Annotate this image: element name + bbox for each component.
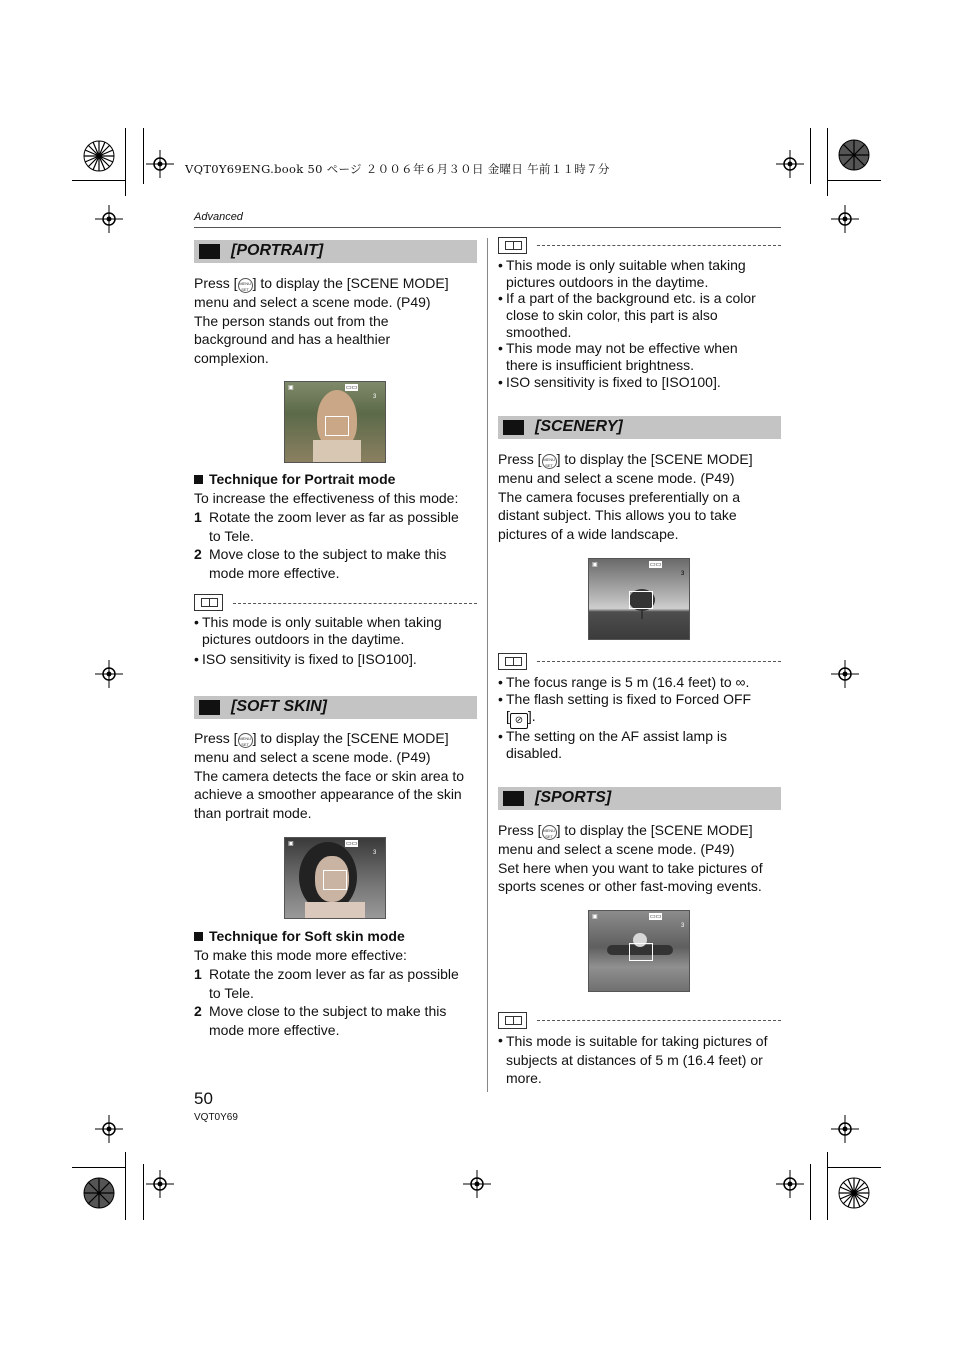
crop-mark — [125, 1152, 126, 1220]
osd-battery-icon: ▭▭ — [346, 841, 358, 847]
note-separator — [537, 1020, 781, 1021]
soft-skin-heading — [194, 696, 477, 719]
osd-mode-icon: ▣ — [592, 914, 598, 920]
note-separator — [537, 661, 781, 662]
scenery-note-2: • The flash setting is fixed to Forced OFF [ ⊘ ]. — [498, 691, 783, 727]
scenery-note-1: • The focus range is 5 m (16.4 feet) to ∞. — [498, 674, 750, 690]
af-frame — [629, 591, 653, 609]
osd-count: 3 — [681, 571, 685, 577]
crop-mark — [827, 180, 881, 181]
note-icon — [498, 653, 527, 670]
crop-mark — [143, 128, 144, 184]
crop-mark — [72, 1167, 126, 1168]
portrait-technique-title: Technique for Portrait mode — [194, 471, 395, 487]
osd-count: 3 — [681, 923, 685, 929]
registration-wheel-icon — [838, 139, 870, 171]
scenery-example-photo — [588, 558, 690, 640]
soft-skin-note-1: • This mode is only suitable when taking pictures outdoors in the daytime. — [498, 257, 746, 290]
soft-skin-note-4: • ISO sensitivity is fixed to [ISO100]. — [498, 374, 721, 390]
scenery-heading-text: [SCENERY] — [535, 418, 623, 435]
portrait-technique-intro: To increase the effectiveness of this mode: — [194, 490, 459, 506]
osd-count: 3 — [373, 850, 377, 856]
portrait-example-photo — [284, 381, 386, 463]
page-number: 50 — [194, 1089, 213, 1108]
note-separator — [537, 245, 781, 246]
osd-battery-icon: ▭▭ — [650, 914, 662, 920]
af-frame — [325, 416, 349, 436]
crosshair-mark-icon — [776, 150, 804, 178]
crop-mark — [827, 1152, 828, 1220]
sports-heading — [498, 787, 781, 810]
section-label: Advanced — [194, 211, 243, 223]
crop-mark — [810, 128, 811, 184]
soft-skin-example-photo — [284, 837, 386, 919]
crosshair-mark-icon — [831, 205, 859, 233]
crosshair-mark-icon — [146, 1170, 174, 1198]
model-code: VQT0Y69 — [194, 1112, 238, 1123]
soft-skin-mode-icon — [199, 700, 220, 715]
portrait-heading-text: [PORTRAIT] — [231, 242, 324, 259]
soft-skin-step-1: 1 Rotate the zoom lever as far as possible to Tele. — [194, 966, 459, 1001]
osd-mode-icon: ▣ — [288, 385, 294, 391]
portrait-intro: Press [ MENU SET ] to display the [SCENE MODE] menu and select a scene mode. (P49) The person stands out from the background and has a healthier complexion. — [194, 275, 449, 366]
menu-set-button-icon: MENU SET — [542, 454, 557, 469]
soft-skin-heading-text: [SOFT SKIN] — [231, 698, 327, 715]
crop-mark — [72, 180, 126, 181]
sports-heading-text: [SPORTS] — [535, 789, 612, 806]
note-icon — [498, 1012, 527, 1029]
sports-example-photo — [588, 910, 690, 992]
soft-skin-step-2: 2 Move close to the subject to make this mode more effective. — [194, 1003, 447, 1038]
crosshair-mark-icon — [146, 150, 174, 178]
flash-off-icon: ⊘ — [510, 713, 528, 729]
osd-count: 3 — [373, 394, 377, 400]
header-rule — [194, 227, 781, 228]
osd-battery-icon: ▭▭ — [650, 562, 662, 568]
crop-mark — [810, 1164, 811, 1220]
crosshair-mark-icon — [95, 660, 123, 688]
portrait-step-2: 2 Move close to the subject to make this mode more effective. — [194, 546, 447, 581]
crop-mark — [827, 1167, 881, 1168]
crop-mark — [125, 128, 126, 196]
soft-skin-shoulders — [305, 902, 365, 919]
osd-battery-icon: ▭▭ — [346, 385, 358, 391]
column-divider — [487, 238, 488, 1092]
crosshair-mark-icon — [831, 1115, 859, 1143]
note-icon — [498, 237, 527, 254]
portrait-shoulders — [313, 440, 361, 463]
sports-intro: Press [ MENU SET ] to display the [SCENE MODE] menu and select a scene mode. (P49) Set here when you want to take pictures of sports scenes or other fast-moving events. — [498, 822, 763, 895]
scenery-intro: Press [ MENU SET ] to display the [SCENE MODE] menu and select a scene mode. (P49) The camera focuses preferentially on a distant subject. This allows you to take pictures of a wide landscape. — [498, 451, 753, 542]
scenery-mode-icon — [503, 420, 524, 435]
soft-skin-intro: Press [ MENU SET ] to display the [SCENE MODE] menu and select a scene mode. (P49) The camera detects the face or skin area to achieve a smoother appearance of the skin than portrait mode. — [194, 730, 465, 821]
print-header: VQT0Y69ENG.book 50 ページ ２００６年６月３０日 金曜日 午前１１時７分 — [185, 162, 610, 176]
sports-mode-icon — [503, 791, 524, 806]
af-frame — [323, 870, 347, 890]
crosshair-mark-icon — [463, 1170, 491, 1198]
menu-set-button-icon: MENU SET — [542, 825, 557, 840]
crosshair-mark-icon — [776, 1170, 804, 1198]
crop-mark — [143, 1164, 144, 1220]
portrait-note-2: • ISO sensitivity is fixed to [ISO100]. — [194, 651, 417, 667]
osd-mode-icon: ▣ — [288, 841, 294, 847]
soft-skin-note-2: • If a part of the background etc. is a color close to skin color, this part is also smoothed. — [498, 290, 756, 340]
osd-mode-icon: ▣ — [592, 562, 598, 568]
portrait-mode-icon — [199, 244, 220, 259]
portrait-note-1: • This mode is only suitable when taking pictures outdoors in the daytime. — [194, 614, 442, 647]
portrait-heading — [194, 240, 477, 263]
soft-skin-technique-title: Technique for Soft skin mode — [194, 928, 405, 944]
crosshair-mark-icon — [95, 1115, 123, 1143]
soft-skin-note-3: • This mode may not be effective when there is insufficient brightness. — [498, 340, 738, 373]
note-separator — [233, 603, 477, 604]
note-icon — [194, 594, 223, 611]
crosshair-mark-icon — [95, 205, 123, 233]
scenery-heading — [498, 416, 781, 439]
menu-set-button-icon: MENU SET — [238, 733, 253, 748]
scenery-trunk — [641, 609, 643, 619]
sports-note-1: • This mode is suitable for taking pictures of subjects at distances of 5 m (16.4 feet) or more. — [498, 1032, 768, 1086]
menu-set-button-icon: MENU SET — [238, 278, 253, 293]
soft-skin-technique-intro: To make this mode more effective: — [194, 947, 407, 963]
crosshair-mark-icon — [831, 660, 859, 688]
registration-wheel-icon — [838, 1177, 870, 1209]
registration-wheel-icon — [83, 140, 115, 172]
scenery-note-3: • The setting on the AF assist lamp is disabled. — [498, 728, 727, 761]
crop-mark — [827, 128, 828, 196]
portrait-step-1: 1 Rotate the zoom lever as far as possible to Tele. — [194, 509, 459, 544]
af-frame — [629, 943, 653, 961]
registration-wheel-icon — [83, 1177, 115, 1209]
